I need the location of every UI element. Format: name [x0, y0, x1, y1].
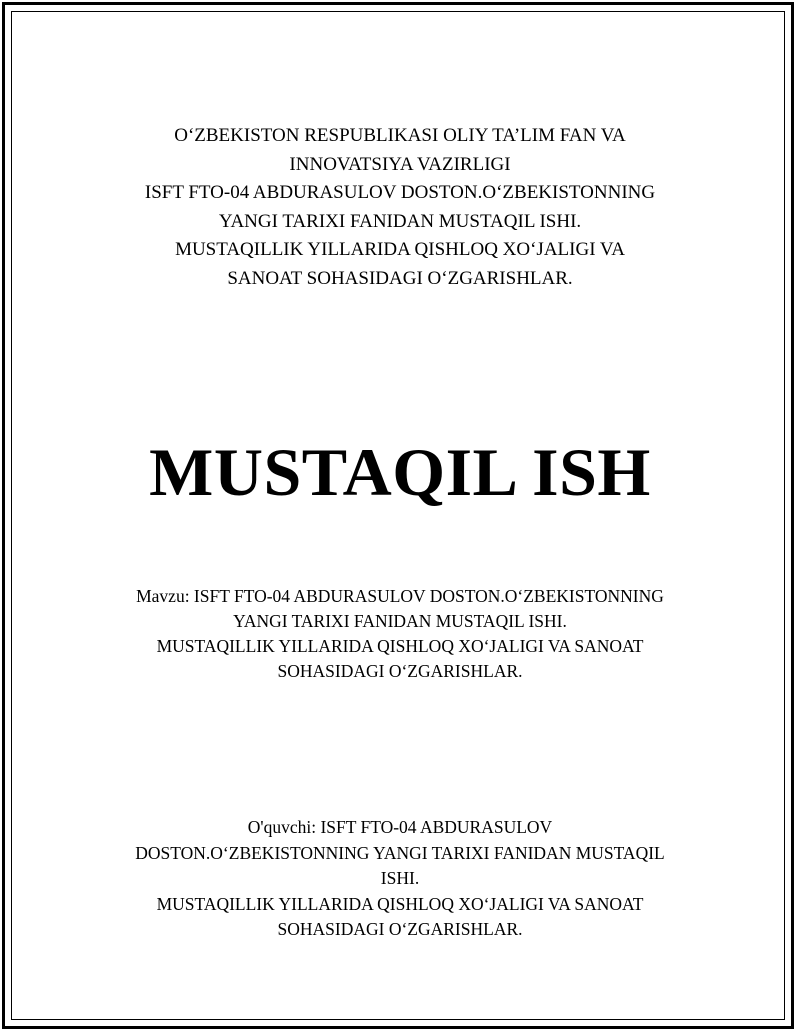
- student-line: DOSTON.O‘ZBEKISTONNING YANGI TARIXI FANIDAN MUSTAQIL: [135, 842, 665, 863]
- header-line: YANGI TARIXI FANIDAN MUSTAQIL ISHI.: [218, 210, 582, 232]
- header-line: ISFT FTO-04 ABDURASULOV DOSTON.O‘ZBEKISTONNING: [144, 182, 656, 203]
- document-title: MUSTAQIL ISH: [149, 434, 651, 510]
- student-section: [0, 815, 800, 943]
- header-line: INNOVATSIYA VAZIRLIGI: [289, 153, 511, 175]
- topic-line: Mavzu: ISFT FTO-04 ABDURASULOV DOSTON.O‘ZBEKISTONNING: [136, 586, 664, 606]
- student-line: ISHI.: [380, 868, 420, 888]
- student-line: O'quvchi: ISFT FTO-04 ABDURASULOV: [247, 817, 553, 837]
- topic-line: YANGI TARIXI FANIDAN MUSTAQIL ISHI.: [233, 611, 567, 631]
- header-line: O‘ZBEKISTON RESPUBLIKASI OLIY TA’LIM FAN VA: [174, 125, 626, 146]
- student-line: SOHASIDAGI O‘ZGARISHLAR.: [277, 919, 523, 939]
- header-line: SANOAT SOHASIDAGI O‘ZGARISHLAR.: [227, 267, 573, 289]
- topic-line: SOHASIDAGI O‘ZGARISHLAR.: [277, 661, 523, 681]
- topic-section: [0, 584, 800, 684]
- student-line: MUSTAQILLIK YILLARIDA QISHLOQ XO‘JALIGI VA SANOAT: [156, 893, 644, 914]
- ministry-header: [0, 122, 800, 293]
- header-line: MUSTAQILLIK YILLARIDA QISHLOQ XO‘JALIGI VA: [175, 239, 625, 260]
- topic-line: MUSTAQILLIK YILLARIDA QISHLOQ XO‘JALIGI VA SANOAT: [156, 636, 644, 656]
